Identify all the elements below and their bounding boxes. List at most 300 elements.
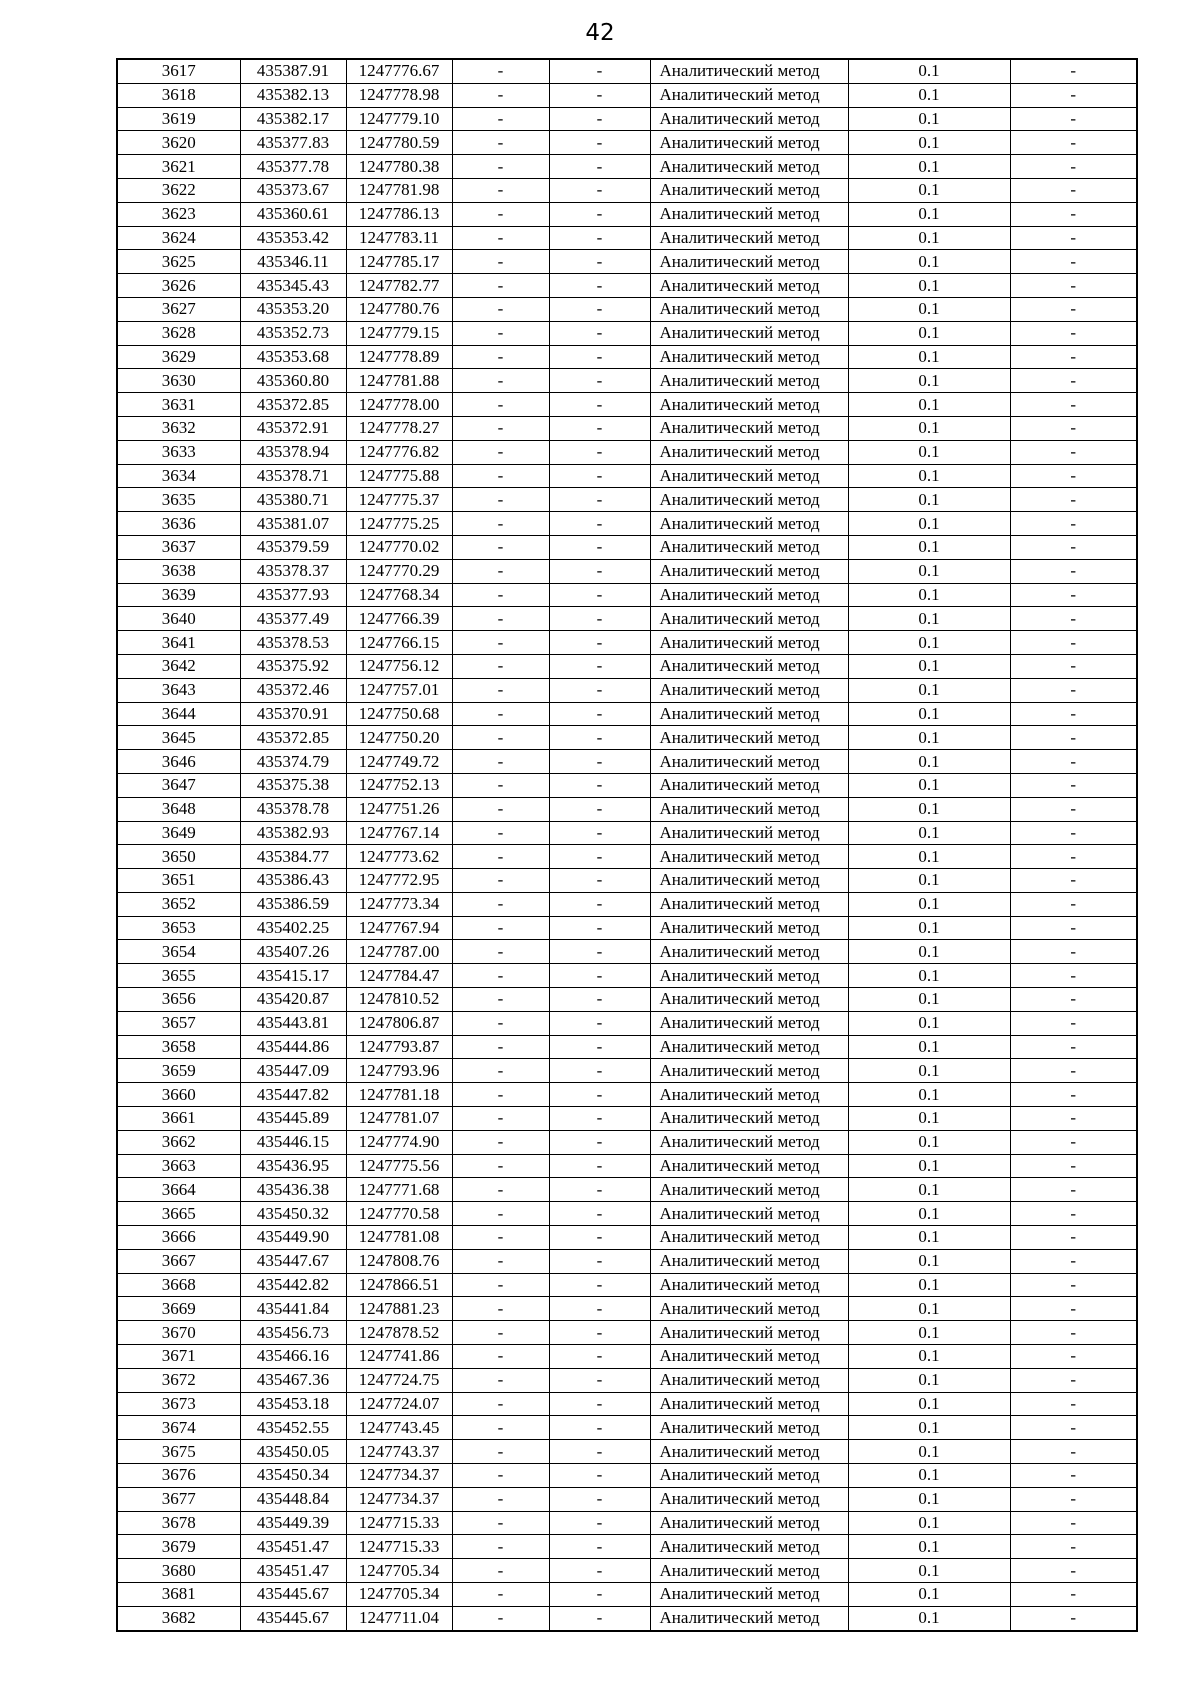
cell-empty-col-2: -	[549, 1297, 650, 1321]
cell-coord-x: 435345.43	[240, 274, 346, 298]
cell-method: Аналитический метод	[650, 1321, 848, 1345]
cell-empty-col-2: -	[549, 488, 650, 512]
cell-coord-y: 1247749.72	[346, 750, 452, 774]
cell-method: Аналитический метод	[650, 440, 848, 464]
cell-method: Аналитический метод	[650, 892, 848, 916]
cell-method: Аналитический метод	[650, 488, 848, 512]
cell-coord-y: 1247734.37	[346, 1487, 452, 1511]
cell-coord-x: 435382.17	[240, 107, 346, 131]
cell-empty-col-1: -	[452, 250, 549, 274]
table-row	[117, 1487, 1137, 1511]
cell-method: Аналитический метод	[650, 1583, 848, 1607]
cell-empty-col-1: -	[452, 1154, 549, 1178]
cell-empty-col-1: -	[452, 59, 549, 83]
cell-accuracy: 0.1	[848, 297, 1010, 321]
cell-empty-col-3: -	[1010, 583, 1137, 607]
cell-coord-x: 435415.17	[240, 964, 346, 988]
cell-coord-y: 1247705.34	[346, 1583, 452, 1607]
cell-coord-y: 1247752.13	[346, 773, 452, 797]
cell-method: Аналитический метод	[650, 274, 848, 298]
cell-coord-y: 1247724.07	[346, 1392, 452, 1416]
cell-coord-y: 1247751.26	[346, 797, 452, 821]
table-row	[117, 464, 1137, 488]
cell-empty-col-3: -	[1010, 1321, 1137, 1345]
cell-method: Аналитический метод	[650, 1368, 848, 1392]
cell-accuracy: 0.1	[848, 845, 1010, 869]
cell-coord-y: 1247780.76	[346, 297, 452, 321]
page-number: 42	[585, 20, 615, 46]
cell-coord-y: 1247878.52	[346, 1321, 452, 1345]
cell-empty-col-1: -	[452, 274, 549, 298]
cell-empty-col-1: -	[452, 512, 549, 536]
cell-accuracy: 0.1	[848, 250, 1010, 274]
cell-accuracy: 0.1	[848, 440, 1010, 464]
cell-empty-col-1: -	[452, 726, 549, 750]
cell-empty-col-2: -	[549, 678, 650, 702]
cell-empty-col-3: -	[1010, 750, 1137, 774]
cell-coord-y: 1247770.29	[346, 559, 452, 583]
cell-coord-y: 1247773.34	[346, 892, 452, 916]
cell-method: Аналитический метод	[650, 1416, 848, 1440]
table-row	[117, 1202, 1137, 1226]
table-row	[117, 1011, 1137, 1035]
cell-method: Аналитический метод	[650, 988, 848, 1012]
cell-empty-col-1: -	[452, 202, 549, 226]
cell-point-number: 3654	[117, 940, 240, 964]
cell-accuracy: 0.1	[848, 369, 1010, 393]
table-row	[117, 797, 1137, 821]
cell-point-number: 3626	[117, 274, 240, 298]
cell-empty-col-3: -	[1010, 845, 1137, 869]
cell-accuracy: 0.1	[848, 59, 1010, 83]
cell-empty-col-2: -	[549, 631, 650, 655]
cell-empty-col-1: -	[452, 1487, 549, 1511]
cell-empty-col-1: -	[452, 1273, 549, 1297]
cell-empty-col-1: -	[452, 369, 549, 393]
table-row	[117, 988, 1137, 1012]
cell-coord-x: 435378.37	[240, 559, 346, 583]
table-row	[117, 916, 1137, 940]
cell-accuracy: 0.1	[848, 155, 1010, 179]
cell-accuracy: 0.1	[848, 1154, 1010, 1178]
cell-point-number: 3618	[117, 83, 240, 107]
cell-method: Аналитический метод	[650, 559, 848, 583]
cell-empty-col-3: -	[1010, 1511, 1137, 1535]
cell-empty-col-1: -	[452, 393, 549, 417]
cell-point-number: 3653	[117, 916, 240, 940]
cell-accuracy: 0.1	[848, 535, 1010, 559]
cell-accuracy: 0.1	[848, 1559, 1010, 1583]
cell-empty-col-3: -	[1010, 155, 1137, 179]
cell-method: Аналитический метод	[650, 345, 848, 369]
cell-empty-col-1: -	[452, 416, 549, 440]
cell-accuracy: 0.1	[848, 1392, 1010, 1416]
cell-empty-col-3: -	[1010, 1345, 1137, 1369]
cell-method: Аналитический метод	[650, 797, 848, 821]
cell-empty-col-3: -	[1010, 226, 1137, 250]
cell-coord-x: 435445.89	[240, 1107, 346, 1131]
cell-method: Аналитический метод	[650, 702, 848, 726]
cell-empty-col-2: -	[549, 416, 650, 440]
cell-coord-y: 1247806.87	[346, 1011, 452, 1035]
cell-coord-y: 1247785.17	[346, 250, 452, 274]
cell-empty-col-2: -	[549, 1606, 650, 1630]
cell-empty-col-2: -	[549, 369, 650, 393]
table-row	[117, 321, 1137, 345]
cell-empty-col-3: -	[1010, 1440, 1137, 1464]
cell-method: Аналитический метод	[650, 1154, 848, 1178]
cell-coord-y: 1247778.27	[346, 416, 452, 440]
cell-coord-x: 435360.80	[240, 369, 346, 393]
cell-coord-y: 1247778.98	[346, 83, 452, 107]
cell-empty-col-2: -	[549, 1083, 650, 1107]
cell-empty-col-1: -	[452, 1345, 549, 1369]
cell-coord-y: 1247773.62	[346, 845, 452, 869]
cell-method: Аналитический метод	[650, 845, 848, 869]
cell-point-number: 3649	[117, 821, 240, 845]
cell-empty-col-3: -	[1010, 488, 1137, 512]
cell-accuracy: 0.1	[848, 1606, 1010, 1630]
cell-coord-x: 435373.67	[240, 178, 346, 202]
cell-method: Аналитический метод	[650, 821, 848, 845]
cell-point-number: 3669	[117, 1297, 240, 1321]
table-row	[117, 178, 1137, 202]
cell-point-number: 3632	[117, 416, 240, 440]
cell-empty-col-1: -	[452, 678, 549, 702]
cell-point-number: 3624	[117, 226, 240, 250]
table-row	[117, 1559, 1137, 1583]
cell-empty-col-2: -	[549, 274, 650, 298]
cell-coord-x: 435375.38	[240, 773, 346, 797]
cell-coord-x: 435384.77	[240, 845, 346, 869]
cell-empty-col-3: -	[1010, 512, 1137, 536]
cell-empty-col-2: -	[549, 1511, 650, 1535]
cell-empty-col-3: -	[1010, 1416, 1137, 1440]
cell-empty-col-2: -	[549, 940, 650, 964]
cell-method: Аналитический метод	[650, 155, 848, 179]
cell-empty-col-2: -	[549, 1392, 650, 1416]
cell-method: Аналитический метод	[650, 940, 848, 964]
cell-empty-col-2: -	[549, 1440, 650, 1464]
cell-coord-y: 1247778.89	[346, 345, 452, 369]
cell-method: Аналитический метод	[650, 535, 848, 559]
cell-point-number: 3619	[117, 107, 240, 131]
cell-coord-y: 1247780.38	[346, 155, 452, 179]
cell-accuracy: 0.1	[848, 1416, 1010, 1440]
cell-empty-col-2: -	[549, 773, 650, 797]
cell-empty-col-1: -	[452, 178, 549, 202]
cell-empty-col-2: -	[549, 297, 650, 321]
cell-empty-col-2: -	[549, 464, 650, 488]
cell-coord-x: 435386.59	[240, 892, 346, 916]
cell-coord-x: 435377.49	[240, 607, 346, 631]
cell-point-number: 3651	[117, 869, 240, 893]
cell-coord-x: 435449.90	[240, 1226, 346, 1250]
cell-point-number: 3676	[117, 1464, 240, 1488]
cell-coord-x: 435374.79	[240, 750, 346, 774]
cell-accuracy: 0.1	[848, 1273, 1010, 1297]
cell-accuracy: 0.1	[848, 1297, 1010, 1321]
table-row	[117, 964, 1137, 988]
cell-coord-y: 1247779.10	[346, 107, 452, 131]
cell-coord-x: 435444.86	[240, 1035, 346, 1059]
cell-method: Аналитический метод	[650, 464, 848, 488]
cell-method: Аналитический метод	[650, 1535, 848, 1559]
table-row	[117, 1583, 1137, 1607]
cell-empty-col-3: -	[1010, 1487, 1137, 1511]
cell-accuracy: 0.1	[848, 1202, 1010, 1226]
cell-empty-col-2: -	[549, 1035, 650, 1059]
cell-empty-col-1: -	[452, 1535, 549, 1559]
cell-empty-col-3: -	[1010, 559, 1137, 583]
cell-empty-col-2: -	[549, 345, 650, 369]
cell-empty-col-3: -	[1010, 464, 1137, 488]
cell-method: Аналитический метод	[650, 1345, 848, 1369]
cell-point-number: 3633	[117, 440, 240, 464]
cell-coord-y: 1247778.00	[346, 393, 452, 417]
cell-coord-y: 1247784.47	[346, 964, 452, 988]
cell-empty-col-2: -	[549, 1178, 650, 1202]
cell-empty-col-1: -	[452, 1226, 549, 1250]
cell-coord-x: 435436.38	[240, 1178, 346, 1202]
cell-empty-col-2: -	[549, 1535, 650, 1559]
cell-empty-col-3: -	[1010, 1392, 1137, 1416]
cell-method: Аналитический метод	[650, 226, 848, 250]
cell-point-number: 3627	[117, 297, 240, 321]
cell-empty-col-1: -	[452, 988, 549, 1012]
cell-empty-col-1: -	[452, 940, 549, 964]
table-row	[117, 107, 1137, 131]
cell-accuracy: 0.1	[848, 988, 1010, 1012]
cell-empty-col-3: -	[1010, 916, 1137, 940]
table-row	[117, 750, 1137, 774]
cell-empty-col-3: -	[1010, 178, 1137, 202]
table-row	[117, 393, 1137, 417]
cell-point-number: 3679	[117, 1535, 240, 1559]
cell-empty-col-2: -	[549, 797, 650, 821]
cell-point-number: 3675	[117, 1440, 240, 1464]
cell-method: Аналитический метод	[650, 678, 848, 702]
cell-method: Аналитический метод	[650, 1083, 848, 1107]
cell-coord-y: 1247776.67	[346, 59, 452, 83]
cell-empty-col-1: -	[452, 607, 549, 631]
cell-empty-col-3: -	[1010, 250, 1137, 274]
cell-accuracy: 0.1	[848, 416, 1010, 440]
cell-empty-col-3: -	[1010, 440, 1137, 464]
cell-coord-y: 1247775.25	[346, 512, 452, 536]
cell-method: Аналитический метод	[650, 1297, 848, 1321]
cell-accuracy: 0.1	[848, 1059, 1010, 1083]
cell-coord-y: 1247766.39	[346, 607, 452, 631]
table-row	[117, 845, 1137, 869]
cell-method: Аналитический метод	[650, 1202, 848, 1226]
cell-empty-col-1: -	[452, 583, 549, 607]
cell-point-number: 3629	[117, 345, 240, 369]
cell-point-number: 3652	[117, 892, 240, 916]
cell-method: Аналитический метод	[650, 59, 848, 83]
cell-empty-col-3: -	[1010, 369, 1137, 393]
table-row	[117, 559, 1137, 583]
cell-method: Аналитический метод	[650, 1392, 848, 1416]
cell-accuracy: 0.1	[848, 964, 1010, 988]
table-row	[117, 1464, 1137, 1488]
cell-coord-y: 1247705.34	[346, 1559, 452, 1583]
cell-empty-col-2: -	[549, 1345, 650, 1369]
table-row	[117, 131, 1137, 155]
cell-method: Аналитический метод	[650, 1249, 848, 1273]
cell-coord-y: 1247741.86	[346, 1345, 452, 1369]
cell-coord-y: 1247757.01	[346, 678, 452, 702]
cell-coord-y: 1247770.02	[346, 535, 452, 559]
cell-empty-col-2: -	[549, 131, 650, 155]
cell-empty-col-3: -	[1010, 940, 1137, 964]
table-row	[117, 535, 1137, 559]
cell-coord-y: 1247781.07	[346, 1107, 452, 1131]
cell-coord-x: 435451.47	[240, 1559, 346, 1583]
cell-coord-y: 1247781.08	[346, 1226, 452, 1250]
cell-coord-x: 435370.91	[240, 702, 346, 726]
table-row	[117, 1130, 1137, 1154]
cell-point-number: 3645	[117, 726, 240, 750]
cell-coord-y: 1247770.58	[346, 1202, 452, 1226]
cell-coord-y: 1247767.94	[346, 916, 452, 940]
cell-coord-y: 1247783.11	[346, 226, 452, 250]
cell-empty-col-2: -	[549, 512, 650, 536]
cell-empty-col-3: -	[1010, 631, 1137, 655]
cell-coord-y: 1247786.13	[346, 202, 452, 226]
cell-empty-col-3: -	[1010, 773, 1137, 797]
table-row	[117, 416, 1137, 440]
cell-coord-x: 435380.71	[240, 488, 346, 512]
cell-point-number: 3668	[117, 1273, 240, 1297]
table-row	[117, 1083, 1137, 1107]
cell-point-number: 3630	[117, 369, 240, 393]
cell-empty-col-1: -	[452, 1416, 549, 1440]
cell-empty-col-3: -	[1010, 1583, 1137, 1607]
cell-empty-col-3: -	[1010, 1011, 1137, 1035]
cell-empty-col-2: -	[549, 964, 650, 988]
cell-point-number: 3670	[117, 1321, 240, 1345]
cell-empty-col-1: -	[452, 631, 549, 655]
cell-empty-col-1: -	[452, 1368, 549, 1392]
cell-point-number: 3621	[117, 155, 240, 179]
cell-method: Аналитический метод	[650, 250, 848, 274]
cell-coord-x: 435452.55	[240, 1416, 346, 1440]
table-body	[117, 59, 1137, 1631]
cell-empty-col-2: -	[549, 226, 650, 250]
cell-coord-y: 1247780.59	[346, 131, 452, 155]
cell-empty-col-3: -	[1010, 702, 1137, 726]
cell-point-number: 3677	[117, 1487, 240, 1511]
cell-coord-x: 435436.95	[240, 1154, 346, 1178]
cell-method: Аналитический метод	[650, 750, 848, 774]
cell-empty-col-1: -	[452, 821, 549, 845]
cell-method: Аналитический метод	[650, 1440, 848, 1464]
cell-point-number: 3644	[117, 702, 240, 726]
cell-method: Аналитический метод	[650, 964, 848, 988]
cell-coord-y: 1247715.33	[346, 1535, 452, 1559]
cell-accuracy: 0.1	[848, 1440, 1010, 1464]
cell-method: Аналитический метод	[650, 369, 848, 393]
cell-point-number: 3680	[117, 1559, 240, 1583]
cell-accuracy: 0.1	[848, 488, 1010, 512]
cell-accuracy: 0.1	[848, 702, 1010, 726]
cell-method: Аналитический метод	[650, 1559, 848, 1583]
cell-empty-col-1: -	[452, 440, 549, 464]
cell-coord-y: 1247775.56	[346, 1154, 452, 1178]
cell-empty-col-3: -	[1010, 1035, 1137, 1059]
cell-empty-col-3: -	[1010, 535, 1137, 559]
cell-coord-y: 1247808.76	[346, 1249, 452, 1273]
cell-empty-col-2: -	[549, 1011, 650, 1035]
table-row	[117, 1535, 1137, 1559]
cell-empty-col-2: -	[549, 821, 650, 845]
table-row	[117, 345, 1137, 369]
cell-method: Аналитический метод	[650, 1464, 848, 1488]
table-row	[117, 1297, 1137, 1321]
cell-point-number: 3631	[117, 393, 240, 417]
cell-empty-col-1: -	[452, 964, 549, 988]
cell-point-number: 3625	[117, 250, 240, 274]
cell-empty-col-2: -	[549, 916, 650, 940]
cell-empty-col-1: -	[452, 1583, 549, 1607]
cell-coord-x: 435407.26	[240, 940, 346, 964]
cell-method: Аналитический метод	[650, 131, 848, 155]
table-row	[117, 583, 1137, 607]
cell-method: Аналитический метод	[650, 393, 848, 417]
cell-empty-col-3: -	[1010, 678, 1137, 702]
cell-coord-y: 1247766.15	[346, 631, 452, 655]
cell-empty-col-3: -	[1010, 1178, 1137, 1202]
cell-empty-col-2: -	[549, 1416, 650, 1440]
cell-accuracy: 0.1	[848, 750, 1010, 774]
cell-method: Аналитический метод	[650, 1035, 848, 1059]
cell-empty-col-1: -	[452, 654, 549, 678]
table-row	[117, 1249, 1137, 1273]
cell-coord-x: 435386.43	[240, 869, 346, 893]
cell-accuracy: 0.1	[848, 631, 1010, 655]
cell-empty-col-1: -	[452, 1130, 549, 1154]
cell-point-number: 3672	[117, 1368, 240, 1392]
cell-accuracy: 0.1	[848, 345, 1010, 369]
cell-coord-y: 1247781.18	[346, 1083, 452, 1107]
cell-accuracy: 0.1	[848, 274, 1010, 298]
cell-method: Аналитический метод	[650, 1226, 848, 1250]
cell-empty-col-1: -	[452, 773, 549, 797]
cell-empty-col-1: -	[452, 1606, 549, 1630]
cell-empty-col-2: -	[549, 393, 650, 417]
cell-point-number: 3660	[117, 1083, 240, 1107]
cell-empty-col-2: -	[549, 1154, 650, 1178]
cell-coord-x: 435445.67	[240, 1583, 346, 1607]
cell-empty-col-3: -	[1010, 1202, 1137, 1226]
cell-coord-x: 435448.84	[240, 1487, 346, 1511]
cell-coord-y: 1247787.00	[346, 940, 452, 964]
cell-empty-col-2: -	[549, 1202, 650, 1226]
cell-coord-x: 435451.47	[240, 1535, 346, 1559]
cell-empty-col-2: -	[549, 1559, 650, 1583]
table-row	[117, 654, 1137, 678]
cell-coord-y: 1247724.75	[346, 1368, 452, 1392]
table-row	[117, 1226, 1137, 1250]
cell-coord-y: 1247774.90	[346, 1130, 452, 1154]
table-row	[117, 1107, 1137, 1131]
cell-accuracy: 0.1	[848, 178, 1010, 202]
cell-empty-col-2: -	[549, 702, 650, 726]
cell-empty-col-3: -	[1010, 1297, 1137, 1321]
cell-empty-col-3: -	[1010, 59, 1137, 83]
cell-point-number: 3620	[117, 131, 240, 155]
